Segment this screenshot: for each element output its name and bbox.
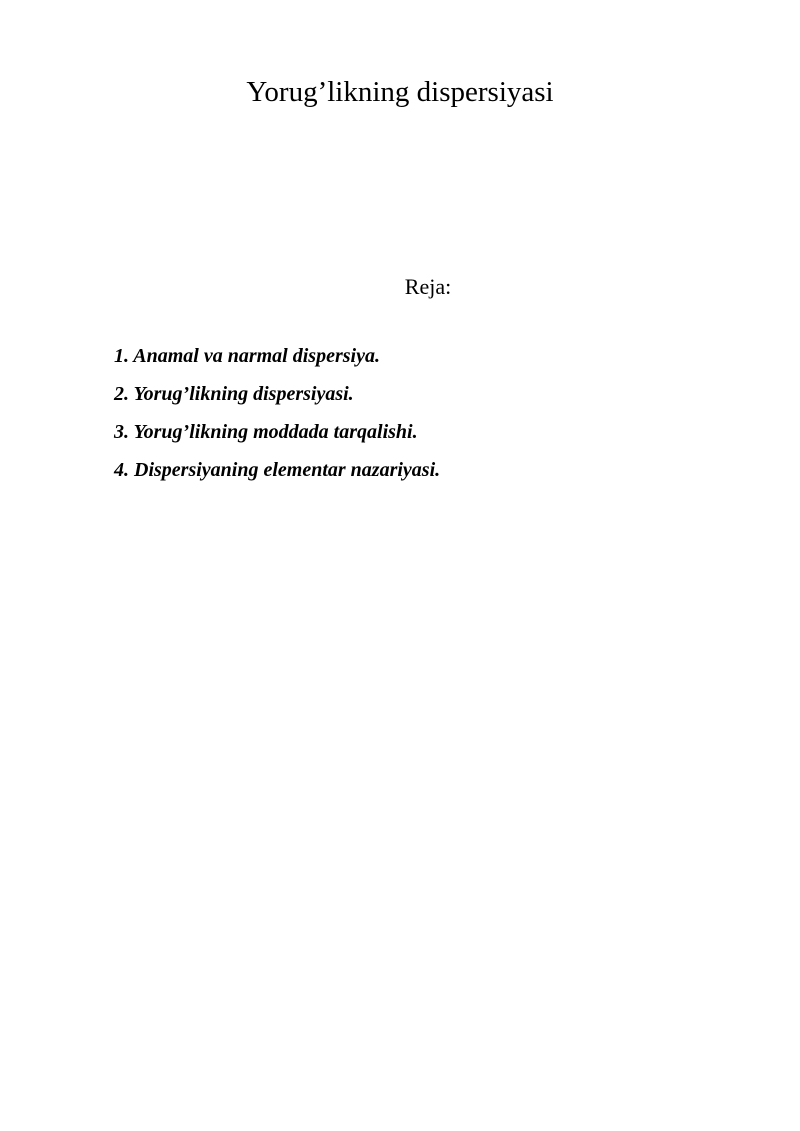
document-title: Yorug’likning dispersiyasi [246,76,554,108]
plan-item-1: 1. Anamal va narmal dispersiya. [114,345,380,367]
plan-item-3: 3. Yorug’likning moddada tarqalishi. [114,421,418,443]
plan-list [114,343,440,495]
plan-item-4: 4. Dispersiyaning elementar nazariyasi. [114,459,441,481]
plan-item-2: 2. Yorug’likning dispersiyasi. [114,383,354,405]
plan-heading: Reja: [404,274,452,299]
